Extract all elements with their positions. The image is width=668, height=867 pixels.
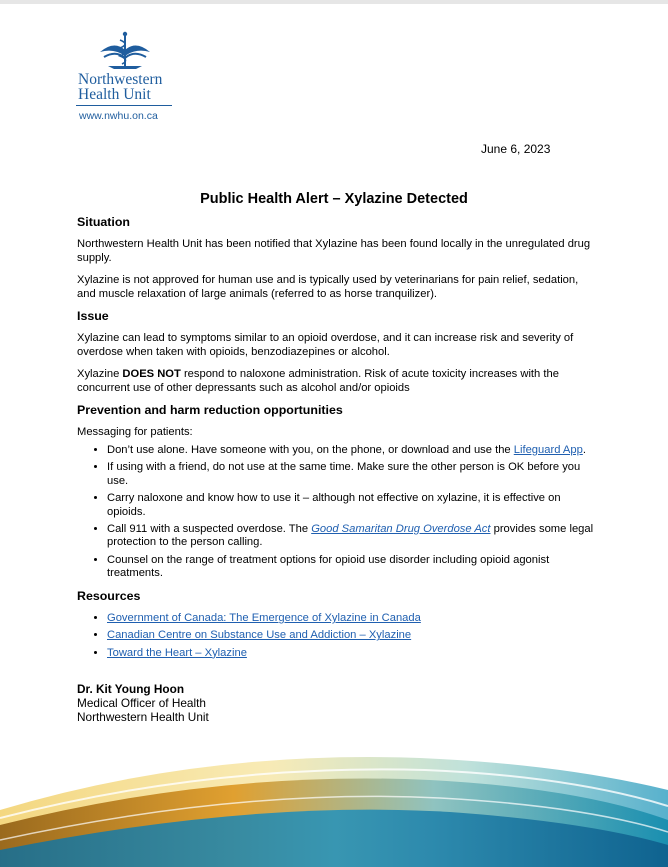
issue-paragraph-1: Xylazine can lead to symptoms similar to an opioid overdose, and it can increase risk and severity of overdose when taken with opioids, benzodiazepines or alcohol. (77, 332, 574, 358)
lifeguard-app-link[interactable]: Lifeguard App (513, 443, 583, 456)
prevention-intro: Messaging for patients: (77, 426, 193, 439)
signature-block (77, 682, 597, 724)
list-item: • Carry naloxone and know how to use it – although not effective on xylazine, it is effective on opioids. (107, 492, 597, 519)
signatory-name: Dr. Kit Young Hoon (77, 682, 185, 697)
list-item: • Don’t use alone. Have someone with you, on the phone, or download and use the Lifeguard App. (107, 444, 597, 457)
does-not-emphasis: DOES NOT (122, 368, 181, 381)
situation-paragraph-2: Xylazine is not approved for human use and is typically used by veterinarians for pain relief, sedation, and muscle relaxation of large animals (referred to as horse tranquilizer). (77, 274, 579, 300)
list-item: • Call 911 with a suspected overdose. The Good Samaritan Drug Overdose Act provides some legal protection to the person calling. (107, 523, 597, 550)
resources-heading: Resources (77, 588, 141, 603)
list-item (107, 612, 597, 625)
issue-paragraph-2: Xylazine DOES NOT respond to naloxone administration. Risk of acute toxicity increases with the concurrent use of other depressants such as alcohol and/or opioids (77, 368, 559, 394)
resource-link-canada[interactable]: Government of Canada: The Emergence of Xylazine in Canada (107, 611, 421, 624)
list-item (107, 629, 597, 642)
situation-paragraph-1: Northwestern Health Unit has been notified that Xylazine has been found locally in the unregulated drug supply. (77, 238, 591, 264)
alert-body (77, 216, 597, 724)
signatory-role: Medical Officer of Health (77, 696, 206, 711)
logo-divider (76, 105, 172, 106)
page-title: Public Health Alert – Xylazine Detected (200, 191, 468, 207)
list-item: • If using with a friend, do not use at the same time. Make sure the other person is OK before you use. (107, 461, 597, 488)
list-item: • Counsel on the range of treatment options for opioid use disorder including opioid agonist treatments. (107, 554, 597, 581)
resource-link-toward-the-heart[interactable]: Toward the Heart – Xylazine (107, 646, 247, 659)
resources-list (77, 612, 597, 660)
good-samaritan-act-link[interactable]: Good Samaritan Drug Overdose Act (311, 522, 491, 535)
alert-date: June 6, 2023 (481, 142, 551, 156)
prevention-list (77, 444, 597, 581)
top-border (0, 0, 668, 4)
situation-heading: Situation (77, 215, 130, 229)
nwhu-logo (76, 30, 176, 122)
issue-heading: Issue (77, 309, 109, 324)
resource-link-ccsa[interactable]: Canadian Centre on Substance Use and Addiction – Xylazine (107, 629, 412, 642)
caduceus-bird-icon (96, 30, 154, 70)
signatory-org: Northwestern Health Unit (77, 710, 209, 725)
prevention-heading: Prevention and harm reduction opportunities (77, 403, 343, 418)
logo-name: Northwestern Health Unit (78, 71, 163, 103)
logo-url: www.nwhu.on.ca (79, 110, 158, 122)
footer-wave-graphic (0, 740, 668, 867)
list-item (107, 647, 597, 660)
